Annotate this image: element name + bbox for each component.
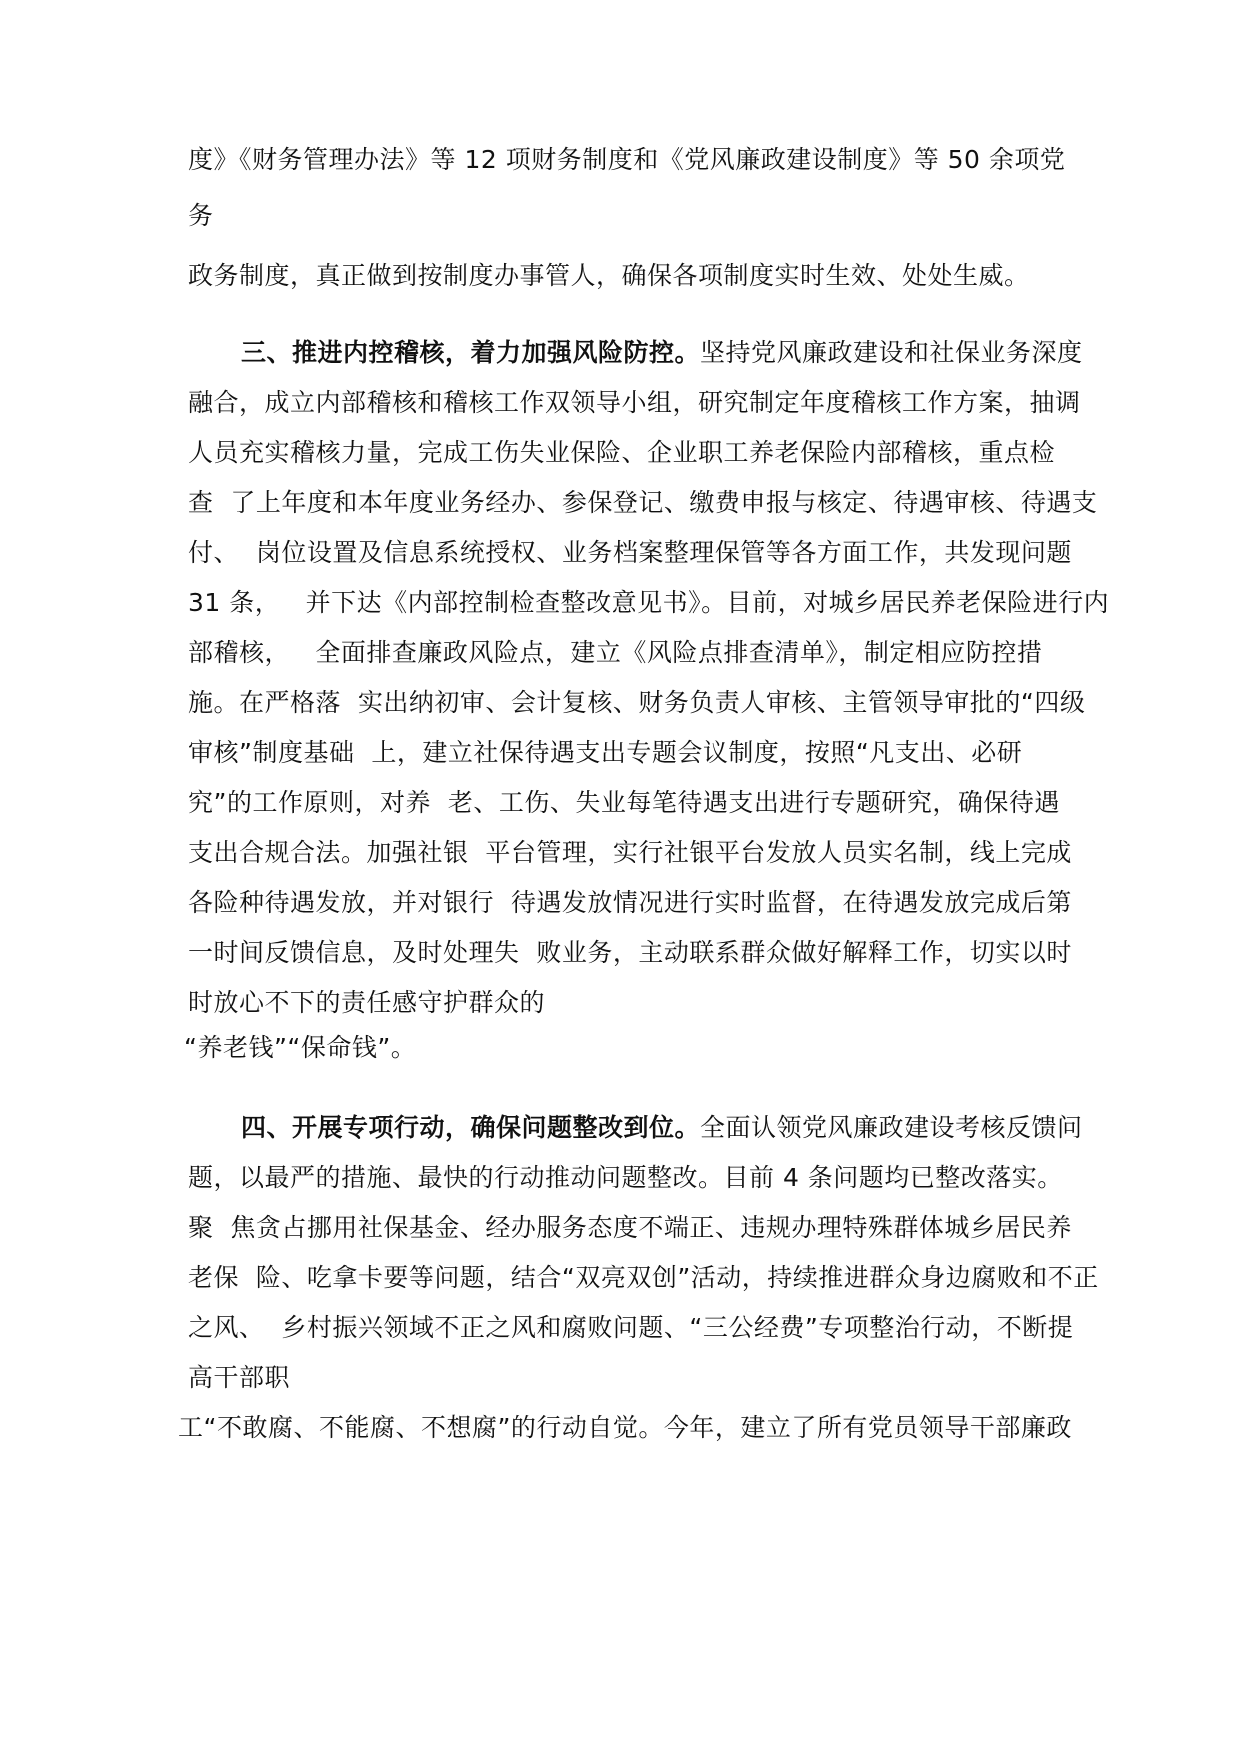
section3-line-11: 各险种待遇发放，并对银行 待遇发放情况进行实时监督，在待遇发放完成后第 [188, 888, 1072, 917]
section4-line-5: 高干部职 [188, 1363, 291, 1392]
section4-first-line [241, 1108, 1083, 1148]
section3-line-2: 人员充实稽核力量，完成工伤失业保险、企业职工养老保险内部稽核，重点检 [188, 438, 1056, 467]
intro-line-3: 政务制度，真正做到按制度办事管人，确保各项制度实时生效、处处生威。 [188, 261, 1030, 290]
section3-tail: “养老钱”“保命钱”。 [184, 1033, 417, 1062]
section3-line-6: 部稽核， 全面排查廉政风险点，建立《风险点排查清单》，制定相应防控措 [188, 638, 1043, 667]
section4-heading: 四、开展专项行动，确保问题整改到位。 [241, 1113, 701, 1142]
intro-line-2: 务 [188, 201, 214, 230]
section3-line-13: 时放心不下的责任感守护群众的 [188, 988, 546, 1017]
section3-line-10: 支出合规合法。加强社银 平台管理，实行社银平台发放人员实名制，线上完成 [188, 838, 1072, 867]
section4-first-line-rest: 全面认领党风廉政建设考核反馈问 [700, 1113, 1083, 1142]
section4-line-3: 老保 险、吃拿卡要等问题，结合“双亮双创”活动，持续推进群众身边腐败和不正 [188, 1263, 1099, 1292]
section3-line-3: 查 了上年度和本年度业务经办、参保登记、缴费申报与核定、待遇审核、待遇支 [188, 488, 1098, 517]
section4-tail: 工“不敢腐、不能腐、不想腐”的行动自觉。今年，建立了所有党员领导干部廉政 [178, 1413, 1072, 1442]
section4-line-2: 聚 焦贪占挪用社保基金、经办服务态度不端正、违规办理特殊群体城乡居民养 [188, 1213, 1072, 1242]
section3-line-4: 付、 岗位设置及信息系统授权、业务档案整理保管等各方面工作，共发现问题 [188, 538, 1072, 567]
intro-line-1: 度》《财务管理办法》等 12 项财务制度和《党风廉政建设制度》等 50 余项党 [188, 145, 1066, 174]
section3-heading: 三、推进内控稽核，着力加强风险防控。 [241, 338, 701, 367]
section3-line-9: 究”的工作原则，对养 老、工伤、失业每笔待遇支出进行专题研究，确保待遇 [188, 788, 1060, 817]
section3-line-12: 一时间反馈信息，及时处理失 败业务，主动联系群众做好解释工作，切实以时 [188, 938, 1072, 967]
section3-first-line-rest: 坚持党风廉政建设和社保业务深度 [700, 338, 1083, 367]
section3-line-1: 融合，成立内部稽核和稽核工作双领导小组，研究制定年度稽核工作方案，抽调 [188, 388, 1081, 417]
section3-line-7: 施。在严格落 实出纳初审、会计复核、财务负责人审核、主管领导审批的“四级 [188, 688, 1086, 717]
section4-line-4: 之风、 乡村振兴领域不正之风和腐败问题、“三公经费”专项整治行动，不断提 [188, 1313, 1074, 1342]
section4-line-1: 题，以最严的措施、最快的行动推动问题整改。目前 4 条问题均已整改落实。 [188, 1163, 1063, 1192]
section3-line-5: 31 条， 并下达《内部控制检查整改意见书》。目前，对城乡居民养老保险进行内 [188, 588, 1110, 617]
section3-line-8: 审核”制度基础 上，建立社保待遇支出专题会议制度，按照“凡支出、必研 [188, 738, 1023, 767]
section3-first-line [241, 333, 1083, 373]
